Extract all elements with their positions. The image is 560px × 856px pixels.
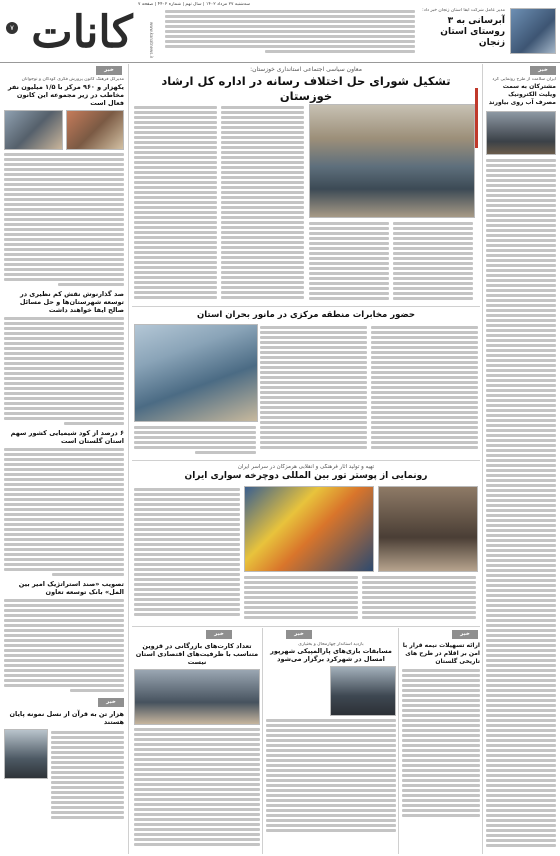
section-tag-left-2: خبر (98, 698, 124, 707)
section-tag-bottom-mid: خبر (286, 630, 312, 639)
lead-title: تشکیل شورای حل اختلاف رسانه در اداره کل ارشاد خوزستان (161, 74, 451, 103)
bottom-left-story (134, 642, 260, 852)
poster-story (134, 464, 478, 624)
section-tag-left: خبر (96, 66, 122, 75)
lead-body-right (309, 220, 473, 304)
top-teaser (420, 8, 505, 58)
page-number: ۷ (6, 22, 18, 34)
masthead (0, 0, 560, 62)
maneuver-story (134, 310, 478, 458)
left-title-5: هزار تن به قرآن از نسل نمونه پایان هستند (9, 710, 124, 726)
left-photo-3 (4, 729, 48, 779)
left-photo-2 (4, 110, 63, 150)
maneuver-photo (134, 324, 258, 422)
right-title: مشترکان به سمت ویلیت الکترونیک مصرف آب روی بیاورند (488, 83, 556, 106)
issue-line: سه‌شنبه ۲۷ مرداد ۱۴۰۲ | سال نهم | شماره ۴۴۰۲ | صفحه ۷ (138, 2, 250, 7)
maneuver-title: حضور مخابرات منطقه مرکزی در مانور بحران استان (197, 310, 415, 320)
poster-speaker-photo (378, 486, 478, 572)
lead-photo (309, 104, 475, 218)
right-column (486, 77, 556, 847)
left-column (4, 77, 124, 852)
poster-photo (244, 486, 374, 572)
bottom-mid-title: مسابقات بازی‌های پارالمپیکی شهرپور امسال در شهرکرد برگزار می‌شود (270, 647, 392, 663)
section-tag-bottom-right: خبر (452, 630, 478, 639)
bottom-left-title: تعداد کارت‌های بازرگانی در قزوین متناسب با ظرفیت‌های اقتصادی استان نیست (135, 642, 259, 666)
top-body-text (165, 8, 415, 56)
section-tag-bottom-left: خبر (206, 630, 232, 639)
top-teaser-kicker: مدیر عامل شرکت آبفا استان زنجان خبر داد: (422, 8, 505, 13)
left-title-2: صد گذارنوش نقش کم نظیری در توسعه شهرستان‌ها و حل مسائل صالح ایفا خواهند داشت (19, 290, 124, 314)
lead-body-left (134, 104, 304, 304)
lead-story (134, 66, 478, 306)
right-kicker: ایران سلامت از طرح رونمایی کرد (492, 77, 556, 82)
bottom-left-photo (134, 669, 260, 725)
bottom-right-story (402, 642, 480, 852)
site-url: www.kanatnews.ir (149, 21, 154, 58)
left-title-3: ۶ درصد از کود شیمیایی کشور سهم استان گلستان است (10, 429, 124, 445)
logo: کانات (31, 7, 133, 58)
section-tag-right: خبر (530, 66, 556, 75)
bottom-mid-photo (330, 666, 396, 716)
poster-kicker: تهیه و تولید آثار فرهنگی و انقلابی هرمزگان در سراسر ایران (237, 464, 375, 470)
bottom-right-title: ارائه تسهیلات نیمه قرار با امن بر اقلام در طرح های تاریخی گلستان (402, 642, 480, 665)
bottom-mid-story (266, 642, 396, 852)
left-photo-1 (66, 110, 125, 150)
top-teaser-title: آبرسانی به ۳ روستای استان زنجان (440, 16, 505, 48)
left-title-1: یکهزار و ۹۶۰ مرکز با ۱/۵ میلیون نفر مخاطب در زیر مجموعه این کانون فعال است (7, 83, 124, 107)
top-teaser-photo (510, 8, 556, 54)
right-photo (486, 111, 556, 155)
bottom-mid-kicker: بازدید استاندار چهارمحال و بختیاری (298, 642, 364, 647)
left-title-4: تصویب «صند استراتژیک امیر بین المل» بانک توسعه تعاون (18, 580, 124, 596)
left-kicker: مدیرکل فرهنگ کانون پرورش فکری کودکان و نوجوانان (21, 77, 124, 82)
poster-title: رونمایی از پوستر تور بین المللی دوچرخه سواری ایران (184, 471, 428, 481)
lead-kicker: معاون سیاسی اجتماعی استانداری خوزستان: (250, 66, 362, 73)
